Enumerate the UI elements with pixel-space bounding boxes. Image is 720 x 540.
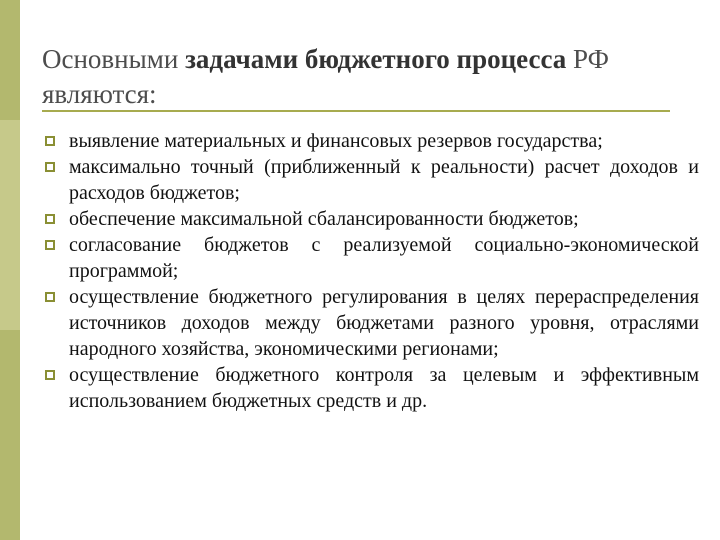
title-divider <box>42 110 670 112</box>
list-item <box>42 128 699 154</box>
title-prefix: Основными <box>42 44 186 74</box>
left-bar-segment <box>0 0 20 120</box>
list-item <box>42 232 699 284</box>
square-bullet-icon <box>45 240 55 250</box>
square-bullet-icon <box>45 162 55 172</box>
list-item <box>42 284 699 362</box>
title-mid: РФ <box>566 44 609 74</box>
square-bullet-icon <box>45 370 55 380</box>
list-item-text: выявление материальных и финансовых резервов государства; <box>69 130 603 152</box>
list-item <box>42 206 699 232</box>
list-item <box>42 362 699 414</box>
list-item-text: согласование бюджетов с реализуемой социально-экономической программой; <box>69 234 699 282</box>
slide-title <box>42 42 682 112</box>
left-bar-segment <box>0 330 20 540</box>
title-emphasis: задачами бюджетного процесса <box>185 44 567 74</box>
square-bullet-icon <box>45 214 55 224</box>
list-item <box>42 154 699 206</box>
left-decorative-bar <box>0 0 20 540</box>
bullet-list <box>42 128 699 414</box>
list-item-text: обеспечение максимальной сбалансированности бюджетов; <box>69 208 579 230</box>
square-bullet-icon <box>45 292 55 302</box>
title-suffix: являются: <box>42 79 157 109</box>
list-item-text: осуществление бюджетного регулирования в целях перераспределения источников доходов между бюджетами разного уровня, отраслями народного хозяйства, экономическими регионами; <box>69 286 699 360</box>
list-item-text: осуществление бюджетного контроля за целевым и эффективным использованием бюджетных средств и др. <box>69 364 699 412</box>
list-item-text: максимально точный (приближенный к реальности) расчет доходов и расходов бюджетов; <box>69 156 699 204</box>
square-bullet-icon <box>45 136 55 146</box>
